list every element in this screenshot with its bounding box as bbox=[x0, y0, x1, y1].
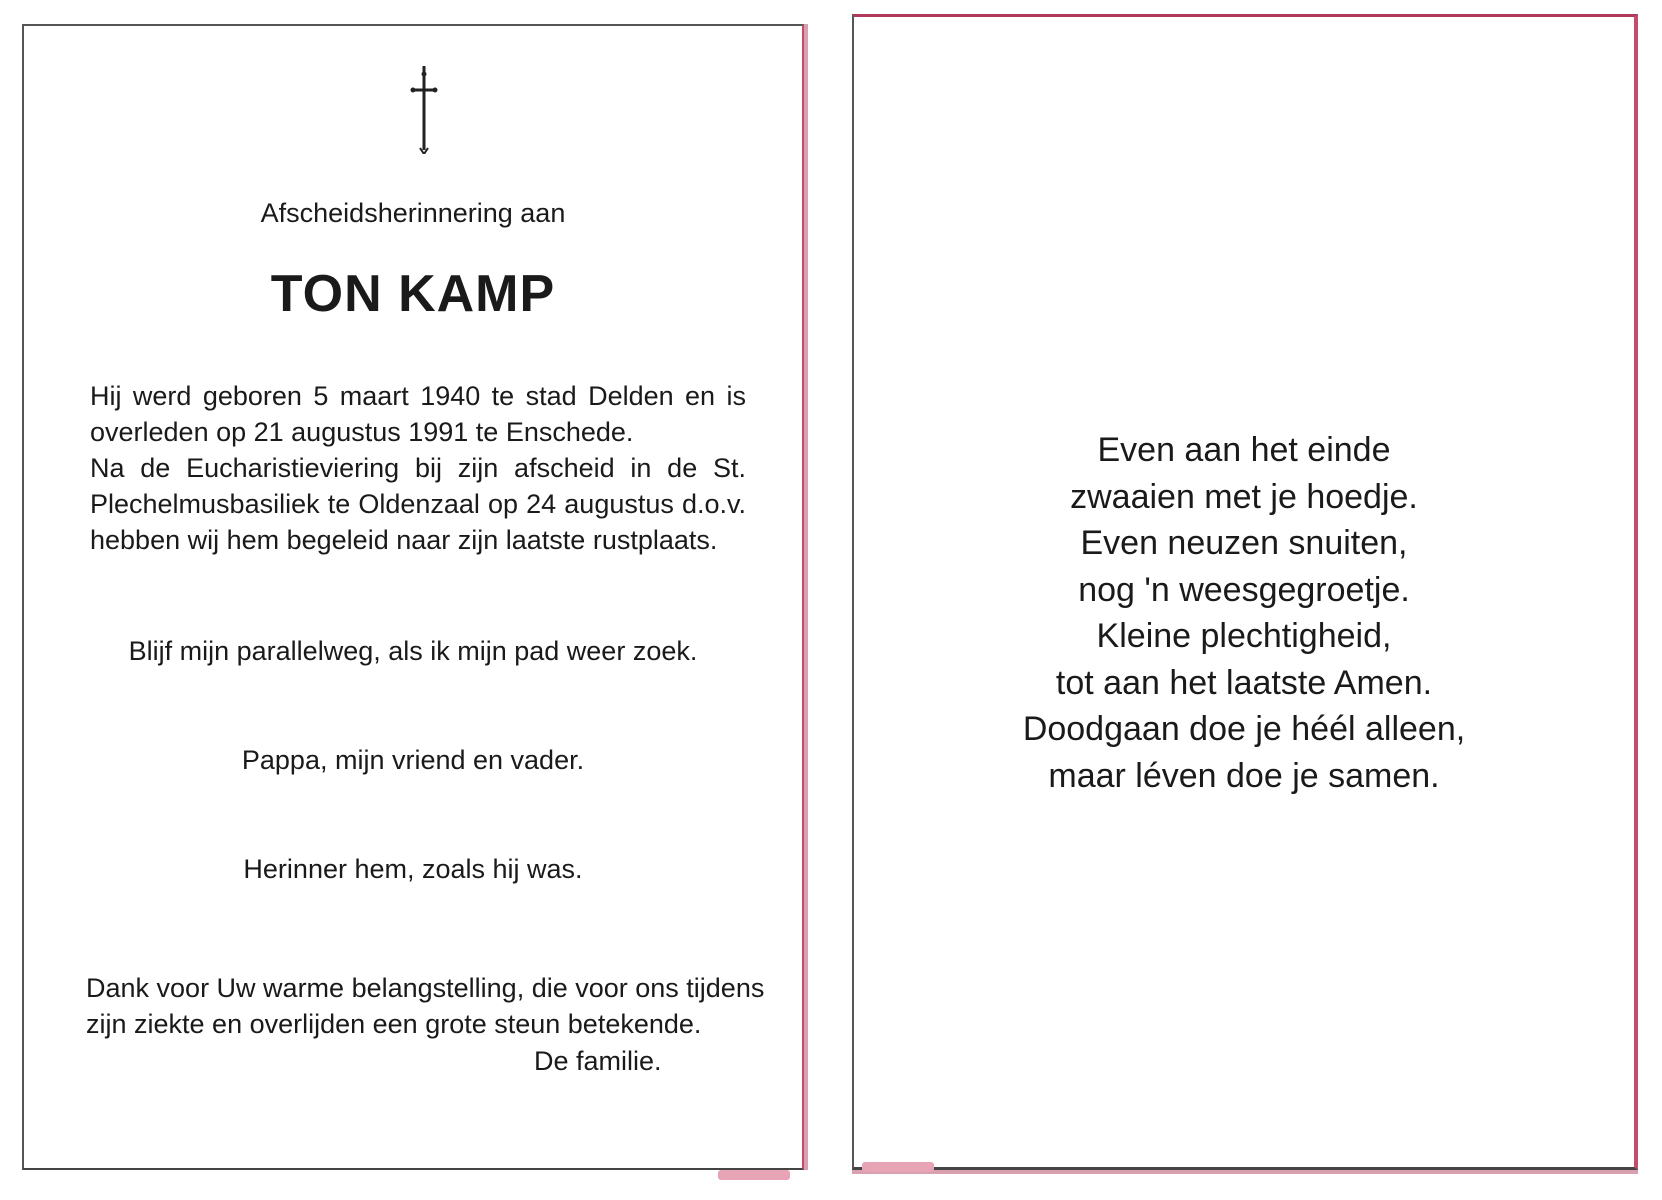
poem-line: maar léven doe je samen. bbox=[1048, 756, 1440, 795]
memorial-card-back bbox=[852, 14, 1638, 1170]
biography-line: Plechelmusbasiliek te Oldenzaal op 24 augustus d.o.v. bbox=[90, 489, 746, 519]
biography-line: overleden op 21 augustus 1991 te Enschede. bbox=[90, 417, 634, 447]
paper-edge-smudge bbox=[862, 1162, 934, 1172]
biography-line: Hij werd geboren 5 maart 1940 te stad Delden en is bbox=[90, 381, 746, 411]
biography-paragraph bbox=[90, 378, 746, 558]
quote-line: Blijf mijn parallelweg, als ik mijn pad weer zoek. bbox=[128, 636, 698, 666]
poem-line: Even aan het einde bbox=[1097, 431, 1391, 469]
card-heading: Afscheidsherinnering aan bbox=[260, 198, 566, 228]
quote-line: Pappa, mijn vriend en vader. bbox=[241, 745, 585, 775]
thanks-line: zijn ziekte en overlijden een grote steun betekende. bbox=[86, 1009, 702, 1039]
paper-edge-smudge bbox=[718, 1170, 790, 1180]
biography-line: Na de Eucharistieviering bij zijn afscheid in de St. bbox=[90, 453, 746, 483]
poem bbox=[854, 427, 1634, 799]
thanks-paragraph bbox=[86, 970, 765, 1042]
poem-line: Kleine plechtigheid, bbox=[1096, 617, 1392, 655]
poem-line: Doodgaan doe je héél alleen, bbox=[1022, 710, 1466, 748]
family-signature: De familie. bbox=[534, 1046, 662, 1076]
quote-line: Herinner hem, zoals hij was. bbox=[243, 854, 583, 884]
poem-line: zwaaien met je hoedje. bbox=[1070, 477, 1418, 516]
poem-line: Even neuzen snuiten, bbox=[1080, 524, 1408, 562]
poem-line: tot aan het laatste Amen. bbox=[1055, 663, 1433, 702]
poem-line: nog 'n weesgegroetje. bbox=[1078, 570, 1410, 609]
thanks-line: Dank voor Uw warme belangstelling, die voor ons tijdens bbox=[86, 973, 765, 1003]
cross-icon bbox=[404, 64, 444, 154]
biography-line: hebben wij hem begeleid naar zijn laatste rustplaats. bbox=[90, 525, 718, 555]
deceased-name: TON KAMP bbox=[270, 265, 556, 323]
memorial-card-front bbox=[22, 24, 804, 1170]
